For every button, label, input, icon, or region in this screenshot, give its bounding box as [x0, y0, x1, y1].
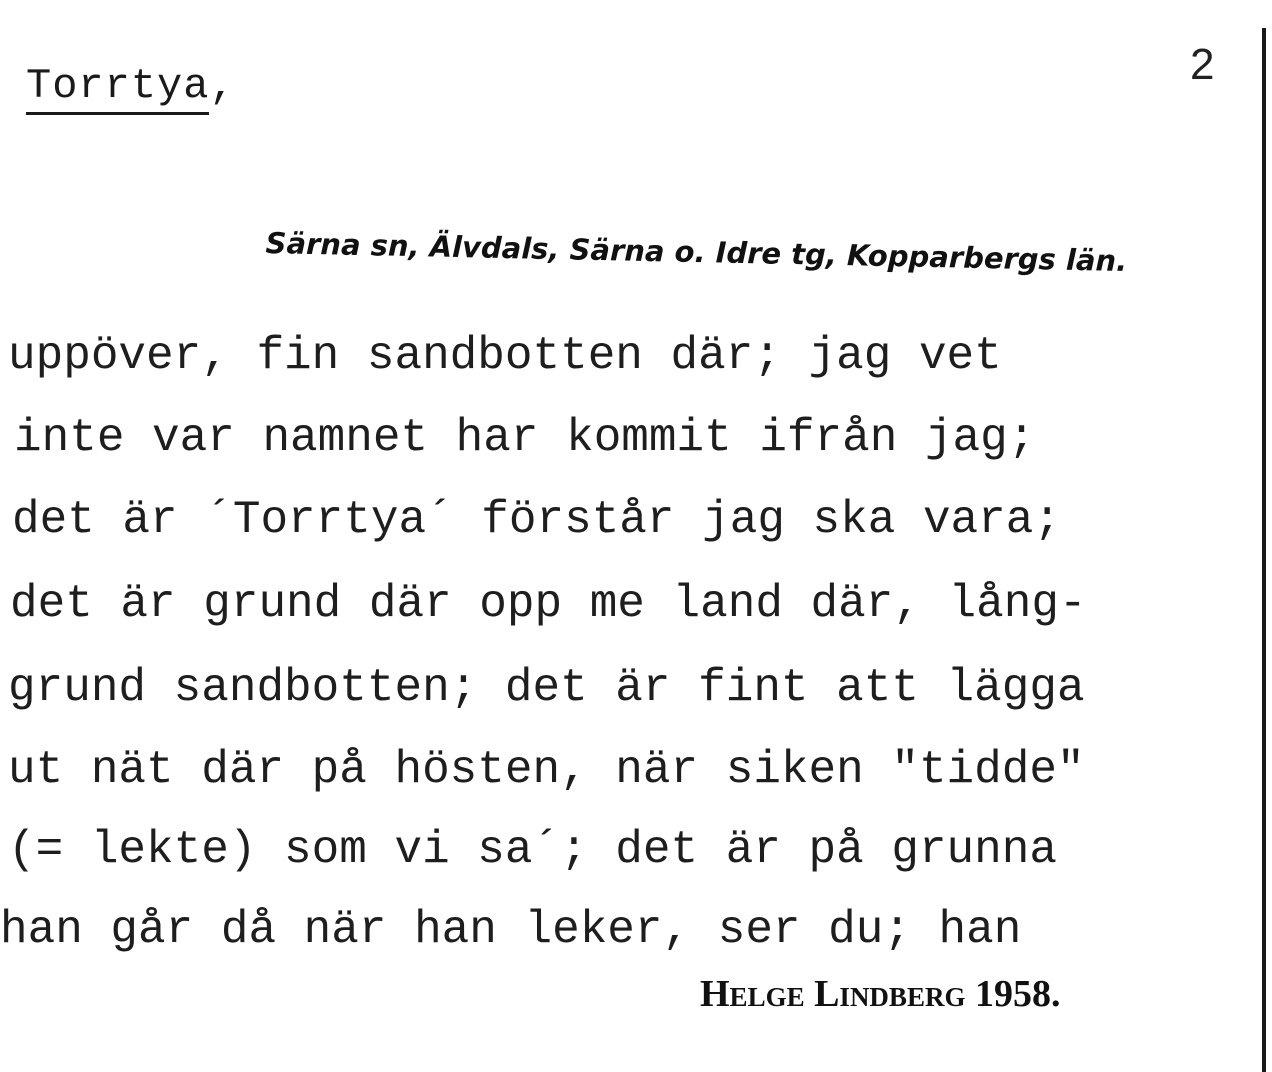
page-number: 2	[1190, 40, 1215, 89]
location-line: Särna sn, Älvdals, Särna o. Idre tg, Kopparbergs län.	[265, 226, 1128, 279]
place-name-comma: ,	[209, 62, 236, 110]
text-line: han går då när han leker, ser du; han	[0, 904, 1022, 956]
text-line: grund sandbotten; det är fint att lägga	[8, 662, 1085, 714]
text-line: inte var namnet har kommit ifrån jag;	[14, 412, 1036, 464]
signature: Helge Lindberg 1958.	[700, 973, 1061, 1015]
text-line: (= lekte) som vi sa´; det är på grunna	[8, 824, 1057, 876]
card-edge-line	[1262, 28, 1266, 1072]
text-line: uppöver, fin sandbotten där; jag vet	[8, 330, 1002, 382]
text-line: det är grund där opp me land där, lång-	[10, 578, 1087, 630]
text-line: ut nät där på hösten, när siken "tidde"	[8, 744, 1085, 796]
text-line: det är ´Torrtya´ förstår jag ska vara;	[12, 494, 1061, 546]
place-name-heading	[26, 62, 236, 110]
place-name: Torrtya	[26, 62, 209, 115]
